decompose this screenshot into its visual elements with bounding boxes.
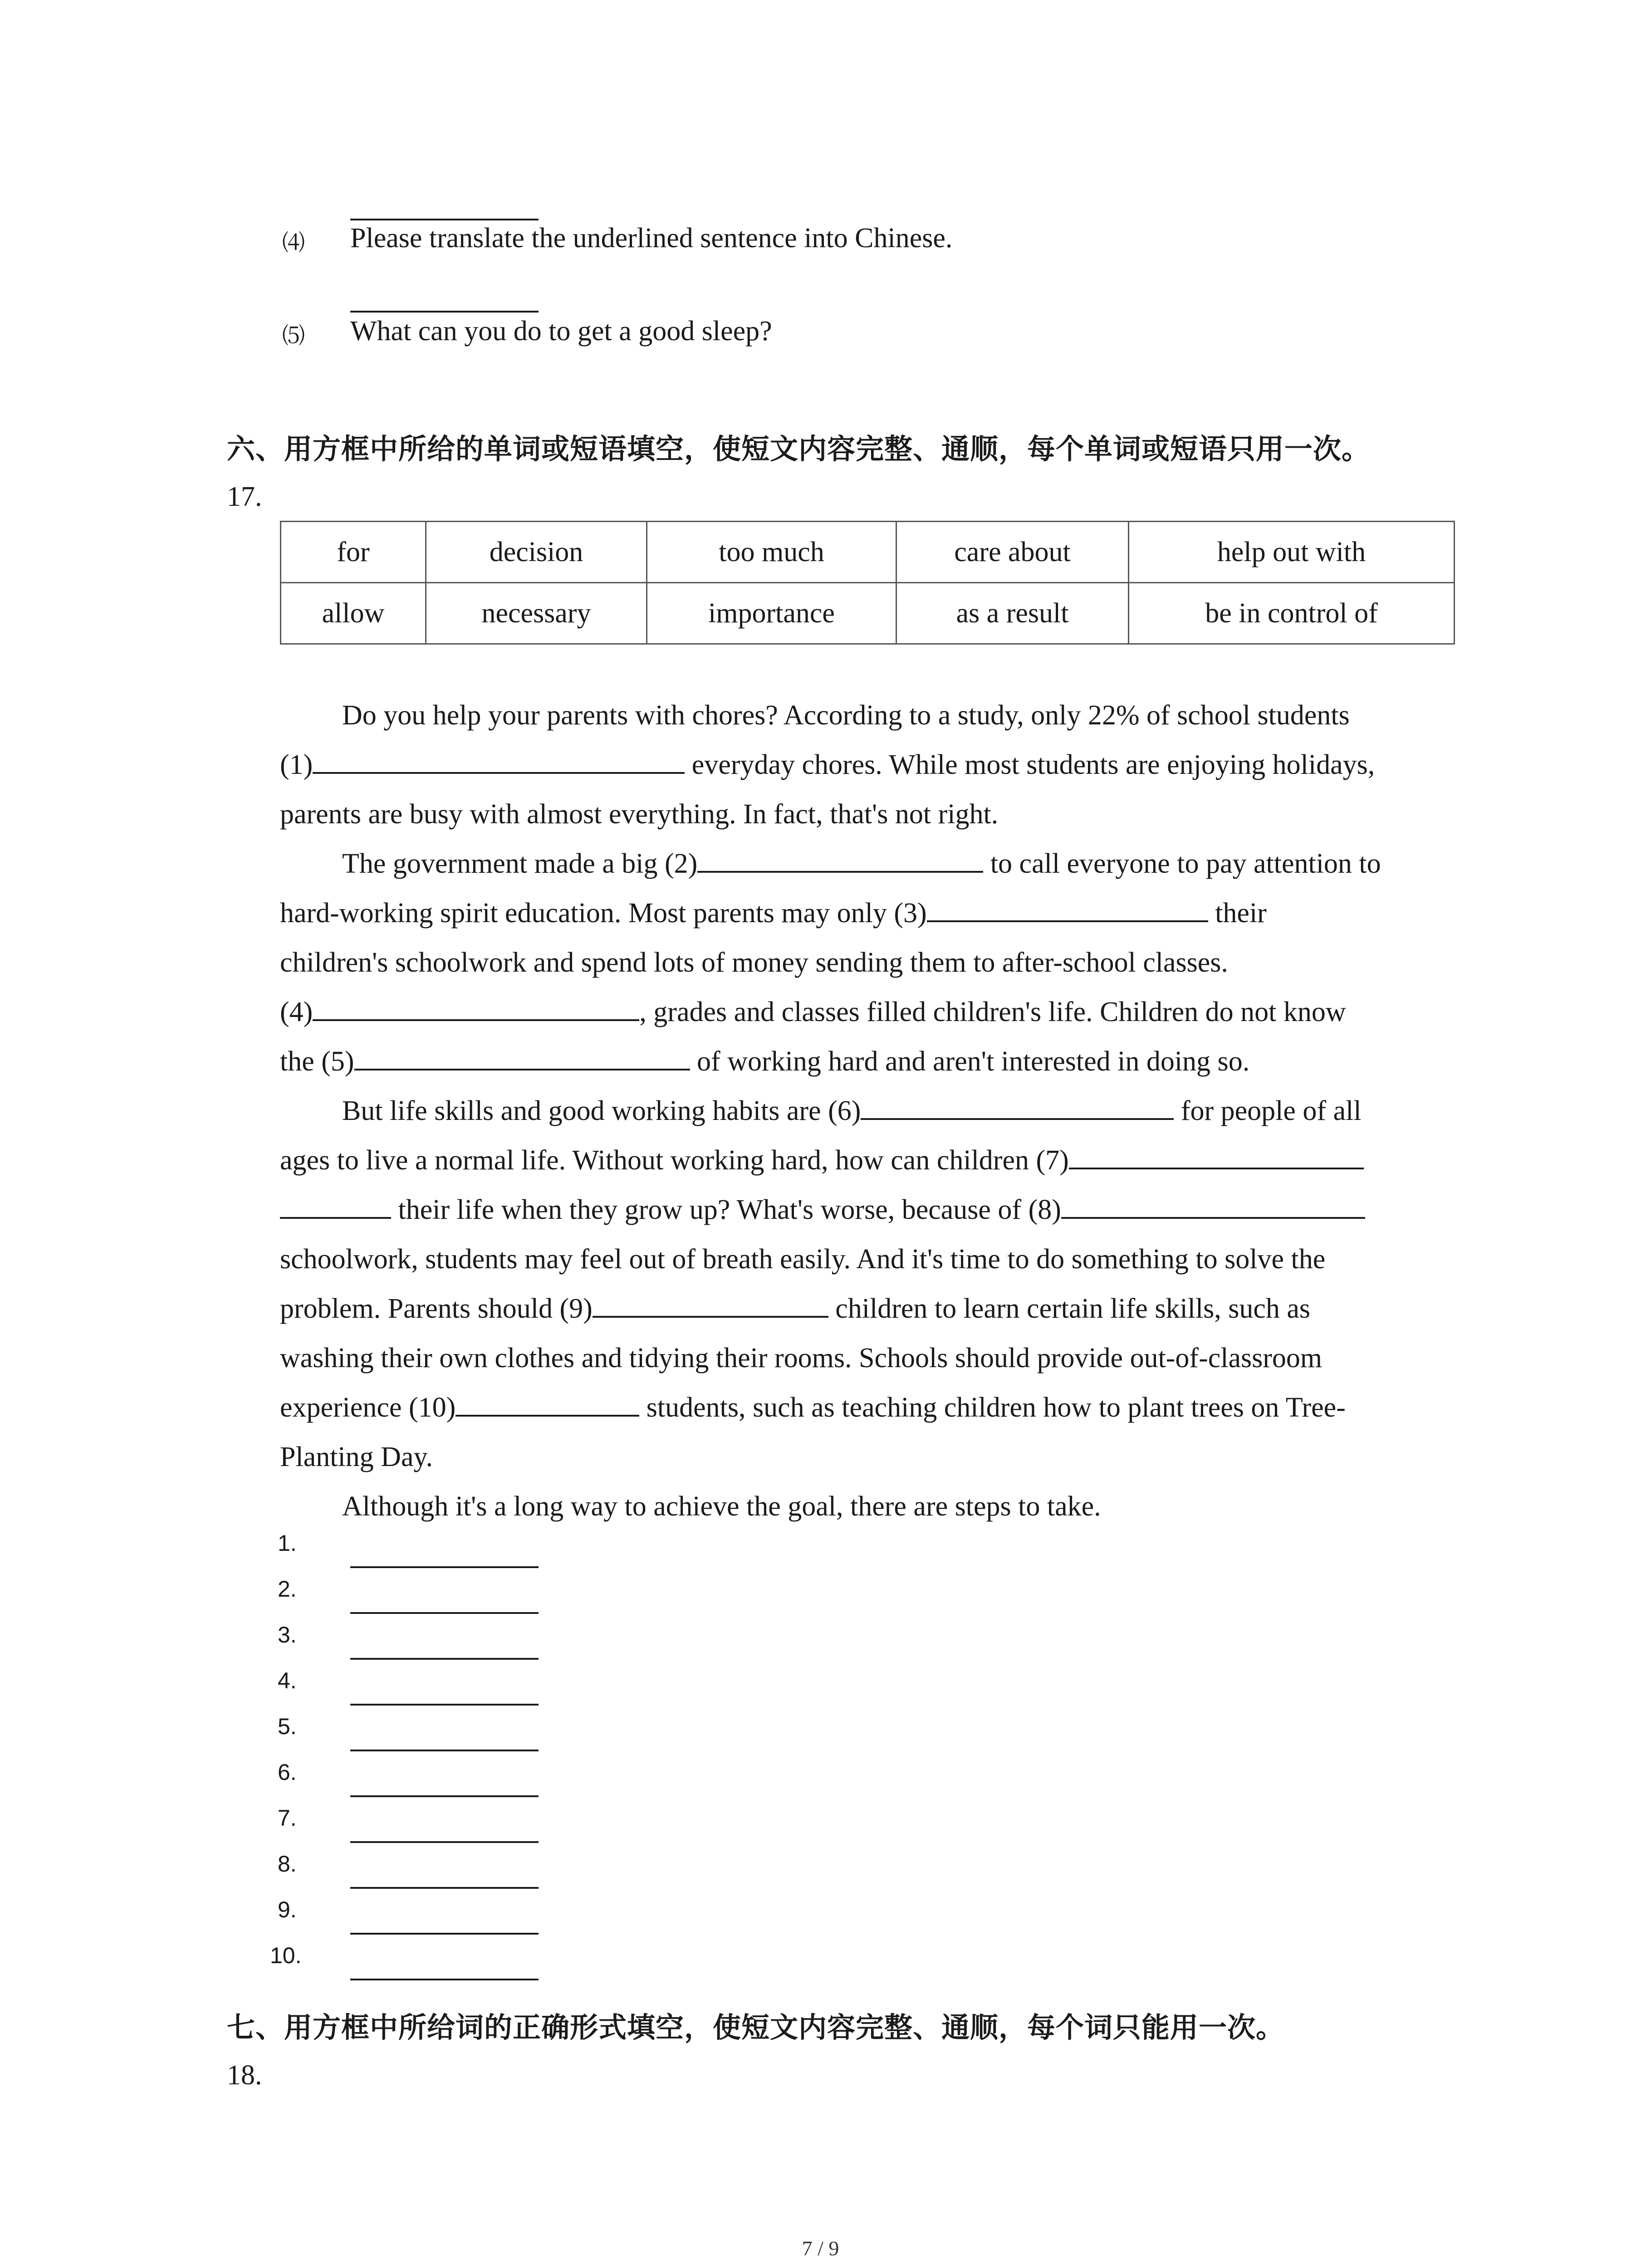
question-text-4: Please translate the underlined sentence into Chinese. bbox=[350, 223, 953, 254]
passage-line: children's schoolwork and spend lots of money sending them to after-school classes. bbox=[280, 947, 1228, 978]
answer-number: 5. bbox=[278, 1714, 297, 1739]
word-box-cell: allow bbox=[281, 583, 426, 644]
word-box-cell: help out with bbox=[1129, 522, 1455, 583]
passage-line bbox=[280, 1284, 1455, 1334]
passage-text: ages to live a normal life. Without working hard, how can children (7) bbox=[280, 1145, 1069, 1176]
answer-line-q4[interactable] bbox=[350, 219, 539, 220]
passage-line: Although it's a long way to achieve the goal, there are steps to take. bbox=[342, 1491, 1101, 1522]
page-number: 7 / 9 bbox=[802, 2237, 839, 2260]
word-box-cell: care about bbox=[896, 522, 1129, 583]
passage-line bbox=[280, 839, 1455, 889]
passage-text: experience (10) bbox=[280, 1392, 456, 1423]
answer-line-10[interactable] bbox=[350, 1979, 539, 1980]
blank-2[interactable] bbox=[697, 846, 983, 873]
answer-number: 1. bbox=[278, 1530, 297, 1556]
question-number-4: ⑷ bbox=[282, 230, 305, 255]
passage-line bbox=[280, 1136, 1455, 1185]
blank-9[interactable] bbox=[593, 1290, 828, 1318]
passage-text: hard-working spirit education. Most parents may only (3) bbox=[280, 898, 927, 929]
word-box-cell: as a result bbox=[896, 583, 1129, 644]
answer-line-1[interactable] bbox=[350, 1566, 539, 1568]
question-number-5: ⑸ bbox=[282, 323, 305, 348]
passage-line bbox=[280, 1086, 1455, 1136]
answer-line-q5[interactable] bbox=[350, 311, 539, 313]
passage-line: Do you help your parents with chores? According to a study, only 22% of school students bbox=[342, 700, 1350, 731]
passage-line: Planting Day. bbox=[280, 1442, 433, 1472]
passage-text: their life when they grow up? What's worse, because of (8) bbox=[391, 1194, 1061, 1225]
answer-number: 2. bbox=[278, 1576, 297, 1602]
passage-line bbox=[280, 889, 1455, 938]
blank-8[interactable] bbox=[1061, 1192, 1365, 1219]
passage-text: children to learn certain life skills, such as bbox=[828, 1293, 1311, 1324]
word-box-row bbox=[281, 583, 1455, 644]
answer-line-7[interactable] bbox=[350, 1841, 539, 1843]
answer-line-9[interactable] bbox=[350, 1933, 539, 1935]
passage-line bbox=[280, 1383, 1455, 1432]
passage-text: But life skills and good working habits are (6) bbox=[342, 1095, 861, 1126]
blank-5[interactable] bbox=[354, 1043, 690, 1070]
answer-number: 8. bbox=[278, 1851, 297, 1877]
passage-text: (4) bbox=[280, 997, 313, 1027]
answer-line-2[interactable] bbox=[350, 1612, 539, 1614]
passage-text: the (5) bbox=[280, 1046, 354, 1077]
answer-number: 3. bbox=[278, 1622, 297, 1647]
answer-line-8[interactable] bbox=[350, 1887, 539, 1889]
answer-number: 4. bbox=[278, 1668, 297, 1693]
passage-text: of working hard and aren't interested in doing so. bbox=[690, 1046, 1250, 1077]
answer-number: 9. bbox=[278, 1897, 297, 1922]
passage-text: problem. Parents should (9) bbox=[280, 1293, 593, 1324]
word-box-cell: importance bbox=[647, 583, 896, 644]
passage-line bbox=[280, 1185, 1455, 1235]
word-box-cell: for bbox=[281, 522, 426, 583]
passage-text: The government made a big (2) bbox=[342, 848, 698, 879]
passage-line bbox=[280, 1037, 1455, 1086]
passage-text: , grades and classes filled children's life. Children do not know bbox=[639, 997, 1346, 1027]
answer-line-4[interactable] bbox=[350, 1704, 539, 1706]
blank-7[interactable] bbox=[1069, 1142, 1364, 1169]
passage bbox=[280, 691, 1455, 1531]
passage-text: students, such as teaching children how to plant trees on Tree- bbox=[639, 1392, 1346, 1423]
blank-6[interactable] bbox=[861, 1093, 1174, 1120]
word-box-cell: too much bbox=[647, 522, 896, 583]
blank-10[interactable] bbox=[456, 1389, 639, 1417]
passage-text: everyday chores. While most students are enjoying holidays, bbox=[685, 749, 1375, 780]
passage-line bbox=[280, 987, 1455, 1037]
passage-text: to call everyone to pay attention to bbox=[983, 848, 1381, 879]
passage-line bbox=[280, 740, 1455, 790]
section-6-heading: 六、用方框中所给的单词或短语填空，使短文内容完整、通顺，每个单词或短语只用一次。 bbox=[227, 432, 1371, 465]
blank-4[interactable] bbox=[313, 994, 639, 1021]
word-box-cell: decision bbox=[426, 522, 647, 583]
section-7-heading: 七、用方框中所给词的正确形式填空，使短文内容完整、通顺，每个词只能用一次。 bbox=[227, 2011, 1285, 2044]
answer-line-3[interactable] bbox=[350, 1658, 539, 1660]
question-text-5: What can you do to get a good sleep? bbox=[350, 316, 772, 347]
passage-text: for people of all bbox=[1174, 1095, 1362, 1126]
blank-7-continued[interactable] bbox=[280, 1192, 391, 1219]
answer-number: 10. bbox=[270, 1943, 302, 1968]
answer-number: 7. bbox=[278, 1805, 297, 1831]
answer-line-6[interactable] bbox=[350, 1795, 539, 1797]
passage-line: washing their own clothes and tidying their rooms. Schools should provide out-of-classroom bbox=[280, 1343, 1323, 1374]
passage-text: their bbox=[1208, 898, 1267, 929]
blank-3[interactable] bbox=[927, 895, 1208, 922]
word-box bbox=[280, 521, 1455, 645]
word-box-cell: necessary bbox=[426, 583, 647, 644]
word-box-cell: be in control of bbox=[1129, 583, 1455, 644]
passage-line: schoolwork, students may feel out of breath easily. And it's time to do something to solve the bbox=[280, 1244, 1326, 1275]
answer-line-5[interactable] bbox=[350, 1750, 539, 1751]
question-number-18: 18. bbox=[227, 2060, 262, 2091]
answer-number: 6. bbox=[278, 1760, 297, 1785]
passage-line: parents are busy with almost everything. In fact, that's not right. bbox=[280, 799, 999, 830]
question-number-17: 17. bbox=[227, 481, 262, 512]
blank-1[interactable] bbox=[313, 747, 685, 774]
word-box-row bbox=[281, 522, 1455, 583]
passage-text: (1) bbox=[280, 749, 313, 780]
